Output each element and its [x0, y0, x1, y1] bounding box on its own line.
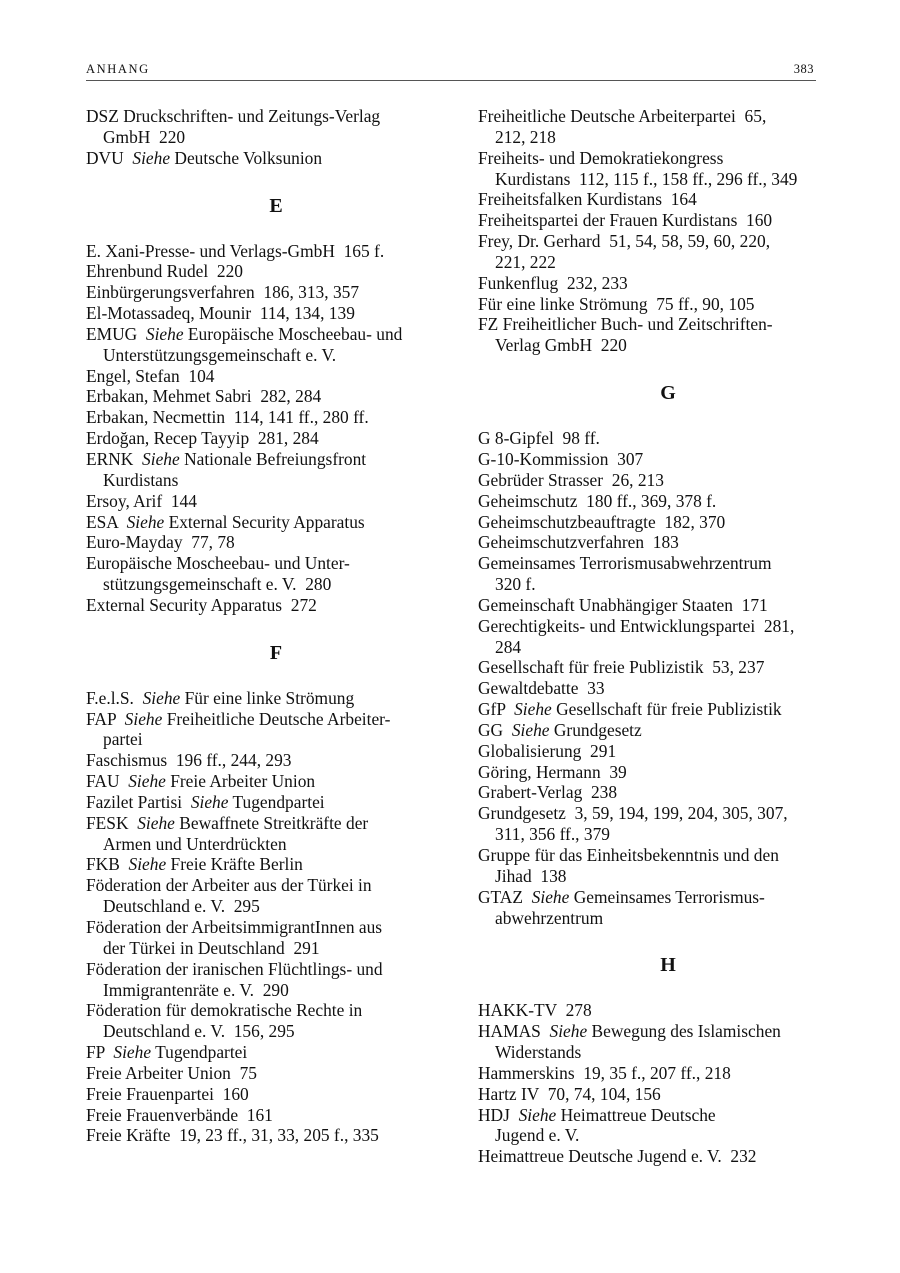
entry-term: Fazilet Partisi	[86, 791, 191, 812]
see-reference-target: External Security Apparatus	[164, 511, 365, 532]
entry-continuation: Kurdistans 112, 115 f., 158 ff., 296 ff., 349	[495, 168, 798, 189]
entry-term: Erdoğan, Recep Tayyip 281, 284	[86, 428, 319, 449]
entry-line	[86, 324, 466, 345]
entry-term: Erbakan, Mehmet Sabri 282, 284	[86, 386, 322, 407]
entry-continuation: stützungsgemeinschaft e. V. 280	[103, 574, 332, 595]
entry-term: ESA	[86, 511, 127, 532]
see-reference-target: Gesellschaft für freie Publizistik	[551, 699, 782, 720]
entry-term: DSZ Druckschriften- und Zeitungs-Verlag	[86, 106, 381, 126]
entry-line	[86, 595, 466, 616]
see-reference-label: Siehe	[132, 147, 171, 168]
entry-continuation: abwehrzentrum	[495, 907, 604, 928]
index-entry	[478, 845, 858, 887]
entry-line	[478, 720, 858, 741]
entry-term: Hartz IV 70, 74, 104, 156	[478, 1083, 661, 1104]
entry-term: Geheimschutzverfahren 183	[478, 532, 679, 553]
entry-term: GfP	[478, 699, 515, 720]
index-entry	[478, 1000, 858, 1021]
index-entry	[478, 532, 858, 553]
entry-line	[478, 189, 858, 210]
entry-term: HDJ	[478, 1104, 519, 1125]
entry-line	[86, 959, 466, 980]
entry-line	[478, 803, 858, 824]
entry-line	[478, 1146, 858, 1167]
index-entry	[478, 887, 858, 929]
entry-term: HAMAS	[478, 1021, 550, 1042]
entry-term: EMUG	[86, 323, 146, 344]
entry-term: Föderation für demokratische Rechte in	[86, 1000, 363, 1021]
entry-term: E. Xani-Presse- und Verlags-GmbH 165 f.	[86, 240, 385, 261]
entry-term: Freiheitliche Deutsche Arbeiterpartei 65,	[478, 106, 767, 126]
entry-line	[86, 771, 466, 792]
entry-line	[86, 1042, 466, 1063]
index-entry	[86, 1063, 466, 1084]
see-reference-target: Deutsche Volksunion	[170, 147, 323, 168]
index-entry	[86, 553, 466, 595]
index-entry	[478, 616, 858, 658]
entry-line	[86, 512, 466, 533]
entry-term: F.e.l.S.	[86, 687, 143, 708]
entry-line	[478, 273, 858, 294]
entry-line	[478, 595, 858, 616]
entry-line	[478, 470, 858, 491]
entry-term: G 8-Gipfel 98 ff.	[478, 428, 600, 449]
entry-term: Funkenflug 232, 233	[478, 272, 628, 293]
see-reference-label: Siehe	[137, 812, 175, 833]
entry-line	[478, 762, 858, 783]
entry-term: Globalisierung 291	[478, 740, 617, 761]
index-entry	[86, 303, 466, 324]
see-reference-label: Siehe	[126, 511, 165, 532]
entry-line	[86, 792, 466, 813]
see-reference-label: Siehe	[190, 791, 229, 812]
index-entry	[478, 1021, 858, 1063]
entry-term: Föderation der iranischen Flüchtlings- und	[86, 958, 383, 979]
see-reference-target: Gemeinsames Terrorismus-	[569, 886, 765, 907]
entry-line	[86, 1105, 466, 1126]
running-header-section: ANHANG	[86, 62, 150, 76]
entry-term: El-Motassadeq, Mounir 114, 134, 139	[86, 303, 355, 324]
see-reference-target: Für eine linke Strömung	[180, 687, 355, 708]
entry-term: Grundgesetz 3, 59, 194, 199, 204, 305, 307,	[478, 803, 788, 824]
entry-line	[86, 366, 466, 387]
see-reference-label: Siehe	[128, 771, 166, 792]
entry-term: Föderation der ArbeitsimmigrantInnen aus	[86, 917, 383, 937]
see-reference-label: Siehe	[124, 708, 163, 729]
index-column-left	[86, 106, 466, 1146]
see-reference-label: Siehe	[531, 886, 570, 907]
index-entry	[86, 407, 466, 428]
entry-continuation: Jugend e. V.	[495, 1125, 580, 1146]
entry-continuation: Kurdistans	[103, 469, 179, 490]
index-entry	[478, 1146, 858, 1167]
entry-line	[86, 303, 466, 324]
entry-term: Frey, Dr. Gerhard 51, 54, 58, 59, 60, 220,	[478, 231, 771, 252]
see-reference-target: Heimattreue Deutsche	[556, 1104, 716, 1125]
entry-term: FAP	[86, 708, 125, 729]
entry-line	[86, 148, 466, 169]
entry-line	[478, 210, 858, 231]
entry-term: HAKK-TV 278	[478, 1000, 592, 1021]
entry-line	[478, 449, 858, 470]
index-entry	[478, 210, 858, 231]
entry-term: Freiheitspartei der Frauen Kurdistans 160	[478, 210, 773, 231]
index-entry	[478, 720, 858, 741]
index-entry	[86, 813, 466, 855]
entry-term: Gemeinsames Terrorismusabwehrzentrum	[478, 553, 772, 574]
entry-line	[478, 491, 858, 512]
see-reference-label: Siehe	[128, 854, 167, 875]
entry-line	[478, 1000, 858, 1021]
entry-line	[86, 491, 466, 512]
index-entry	[86, 771, 466, 792]
entry-term: Freie Kräfte 19, 23 ff., 31, 33, 205 f., 335	[86, 1125, 379, 1146]
index-entry	[86, 875, 466, 917]
entry-continuation: Jihad 138	[495, 865, 567, 886]
see-reference-label: Siehe	[518, 1104, 557, 1125]
index-entry	[478, 148, 858, 190]
page-number: 383	[793, 62, 814, 76]
entry-term: Gebrüder Strasser 26, 213	[478, 469, 664, 490]
see-reference-label: Siehe	[511, 719, 550, 740]
entry-term: Euro-Mayday 77, 78	[86, 532, 235, 553]
index-entry	[478, 762, 858, 783]
entry-continuation: Immigrantenräte e. V. 290	[103, 979, 289, 1000]
entry-term: External Security Apparatus 272	[86, 594, 317, 615]
entry-line	[86, 241, 466, 262]
entry-line	[86, 428, 466, 449]
index-entry	[86, 386, 466, 407]
index-entry	[86, 449, 466, 491]
index-entry	[86, 366, 466, 387]
see-reference-label: Siehe	[142, 687, 181, 708]
index-entry	[86, 595, 466, 616]
index-entry	[86, 1105, 466, 1126]
index-entry	[86, 261, 466, 282]
entry-line	[86, 386, 466, 407]
entry-continuation: Unterstützungsgemeinschaft e. V.	[103, 344, 337, 365]
entry-line	[478, 699, 858, 720]
entry-line	[478, 428, 858, 449]
entry-line	[478, 106, 858, 127]
entry-term: Hammerskins 19, 35 f., 207 ff., 218	[478, 1062, 731, 1083]
entry-line	[86, 1063, 466, 1084]
entry-term: Gerechtigkeits- und Entwicklungspartei 281,	[478, 615, 795, 636]
entry-line	[86, 709, 466, 730]
index-entry	[86, 709, 466, 751]
entry-term: Ehrenbund Rudel 220	[86, 261, 243, 282]
index-entry	[86, 1125, 466, 1146]
entry-term: Gemeinschaft Unabhängiger Staaten 171	[478, 594, 768, 615]
entry-term: Freie Frauenverbände 161	[86, 1104, 273, 1125]
entry-term: GTAZ	[478, 886, 532, 907]
see-reference-label: Siehe	[514, 699, 552, 720]
index-entry	[478, 741, 858, 762]
entry-line	[86, 553, 466, 574]
index-entry	[478, 782, 858, 803]
entry-continuation: 212, 218	[495, 126, 556, 147]
entry-term: Geheimschutzbeauftragte 182, 370	[478, 511, 726, 532]
header-rule	[86, 80, 816, 81]
index-entry	[86, 512, 466, 533]
see-reference-target: Grundgesetz	[549, 719, 642, 740]
entry-term: GG	[478, 719, 512, 740]
see-reference-target: Freiheitliche Deutsche Arbeiter-	[162, 708, 391, 729]
see-reference-target: Tugendpartei	[151, 1042, 248, 1063]
index-entry	[86, 1084, 466, 1105]
entry-line	[86, 261, 466, 282]
index-entry	[478, 1063, 858, 1084]
entry-line	[86, 1000, 466, 1021]
entry-continuation: 320 f.	[495, 574, 536, 595]
entry-term: FAU	[86, 771, 129, 792]
index-entry	[478, 294, 858, 315]
entry-term: G-10-Kommission 307	[478, 448, 644, 469]
entry-continuation: Widerstands	[495, 1042, 582, 1063]
index-entry	[86, 491, 466, 512]
index-entry	[86, 428, 466, 449]
entry-line	[478, 1063, 858, 1084]
entry-line	[86, 854, 466, 875]
entry-continuation: Verlag GmbH 220	[495, 335, 627, 356]
see-reference-target: Freie Arbeiter Union	[165, 771, 316, 792]
entry-term: Göring, Hermann 39	[478, 761, 627, 782]
entry-term: Für eine linke Strömung 75 ff., 90, 105	[478, 293, 755, 314]
entry-line	[478, 553, 858, 574]
see-reference-label: Siehe	[113, 1042, 152, 1063]
entry-term: Freie Arbeiter Union 75	[86, 1062, 257, 1083]
index-entry	[478, 470, 858, 491]
index-entry	[478, 595, 858, 616]
entry-line	[86, 407, 466, 428]
entry-continuation: der Türkei in Deutschland 291	[103, 937, 320, 958]
entry-continuation: 311, 356 ff., 379	[495, 824, 610, 845]
entry-line	[86, 917, 466, 938]
entry-term: Ersoy, Arif 144	[86, 490, 197, 511]
index-entry	[478, 106, 858, 148]
index-entry	[478, 699, 858, 720]
index-column-right	[478, 106, 858, 1167]
entry-line	[86, 750, 466, 771]
entry-line	[478, 294, 858, 315]
entry-line	[478, 314, 858, 335]
entry-continuation: Armen und Unterdrückten	[103, 833, 287, 854]
entry-continuation: Deutschland e. V. 295	[103, 896, 260, 917]
index-entry	[86, 106, 466, 148]
index-entry	[478, 678, 858, 699]
see-reference-target: Nationale Befreiungsfront	[179, 448, 367, 469]
index-entry	[478, 231, 858, 273]
section-letter: G	[660, 382, 676, 405]
entry-term: Freie Frauenpartei 160	[86, 1083, 249, 1104]
entry-continuation: 221, 222	[495, 251, 556, 272]
see-reference-target: Bewegung des Islamischen	[587, 1021, 781, 1042]
entry-term: Gesellschaft für freie Publizistik 53, 237	[478, 657, 765, 678]
index-entry	[478, 314, 858, 356]
entry-term: Engel, Stefan 104	[86, 365, 215, 386]
entry-term: Heimattreue Deutsche Jugend e. V. 232	[478, 1146, 757, 1167]
index-entry	[86, 324, 466, 366]
index-entry	[86, 282, 466, 303]
entry-line	[86, 1084, 466, 1105]
entry-term: Föderation der Arbeiter aus der Türkei in	[86, 875, 372, 896]
entry-line	[478, 1105, 858, 1126]
index-entry	[86, 917, 466, 959]
entry-term: Geheimschutz 180 ff., 369, 378 f.	[478, 490, 717, 511]
entry-line	[86, 1125, 466, 1146]
entry-term: Grabert-Verlag 238	[478, 782, 618, 803]
index-entry	[478, 428, 858, 449]
see-reference-label: Siehe	[549, 1021, 588, 1042]
section-letter: E	[269, 194, 283, 217]
entry-line	[86, 875, 466, 896]
see-reference-target: Europäische Moscheebau- und	[183, 323, 403, 344]
index-entry	[86, 792, 466, 813]
see-reference-target: Bewaffnete Streitkräfte der	[174, 812, 369, 833]
entry-line	[478, 678, 858, 699]
entry-line	[478, 1084, 858, 1105]
entry-continuation: partei	[103, 729, 143, 750]
index-entry	[86, 241, 466, 262]
entry-line	[478, 532, 858, 553]
entry-term: FP	[86, 1042, 114, 1063]
entry-term: Gruppe für das Einheitsbekenntnis und den	[478, 845, 779, 865]
entry-continuation: Deutschland e. V. 156, 295	[103, 1021, 295, 1042]
see-reference-target: Freie Kräfte Berlin	[166, 854, 303, 875]
entry-continuation: GmbH 220	[103, 126, 186, 147]
entry-line	[478, 148, 858, 169]
entry-term: Einbürgerungsverfahren 186, 313, 357	[86, 282, 360, 303]
entry-term: FKB	[86, 854, 129, 875]
entry-line	[86, 106, 466, 127]
entry-term: Gewaltdebatte 33	[478, 678, 605, 699]
index-entry	[86, 688, 466, 709]
entry-line	[478, 887, 858, 908]
index-entry	[86, 1000, 466, 1042]
entry-line	[478, 231, 858, 252]
entry-line	[86, 813, 466, 834]
section-letter: F	[269, 641, 283, 664]
index-entry	[86, 959, 466, 1001]
entry-term: Freiheitsfalken Kurdistans 164	[478, 189, 697, 210]
entry-term: Europäische Moscheebau- und Unter-	[86, 553, 350, 574]
entry-line	[478, 1021, 858, 1042]
index-entry	[478, 553, 858, 595]
index-entry	[86, 532, 466, 553]
index-entry	[478, 449, 858, 470]
entry-line	[86, 532, 466, 553]
entry-term: Freiheits- und Demokratiekongress	[478, 147, 724, 168]
index-entry	[86, 1042, 466, 1063]
index-entry	[478, 491, 858, 512]
entry-term: Faschismus 196 ff., 244, 293	[86, 750, 292, 771]
index-entry	[478, 803, 858, 845]
entry-line	[478, 845, 858, 866]
see-reference-label: Siehe	[142, 448, 180, 469]
index-entry	[478, 1084, 858, 1105]
entry-line	[478, 657, 858, 678]
index-entry	[478, 273, 858, 294]
index-entry	[478, 657, 858, 678]
entry-line	[478, 741, 858, 762]
entry-line	[478, 512, 858, 533]
index-entry	[86, 148, 466, 169]
see-reference-target: Tugendpartei	[228, 791, 325, 812]
entry-continuation: 284	[495, 636, 522, 657]
index-entry	[86, 750, 466, 771]
entry-line	[86, 282, 466, 303]
entry-term: Erbakan, Necmettin 114, 141 ff., 280 ff.	[86, 407, 369, 428]
entry-line	[86, 449, 466, 470]
section-letter: H	[660, 954, 676, 977]
index-entry	[478, 512, 858, 533]
see-reference-label: Siehe	[145, 323, 184, 344]
index-entry	[478, 1105, 858, 1147]
entry-term: FZ Freiheitlicher Buch- und Zeitschriften-	[478, 314, 773, 335]
index-entry	[478, 189, 858, 210]
entry-line	[86, 688, 466, 709]
index-entry	[86, 854, 466, 875]
entry-term: ERNK	[86, 448, 143, 469]
entry-term: FESK	[86, 812, 138, 833]
entry-line	[478, 782, 858, 803]
entry-line	[478, 616, 858, 637]
entry-term: DVU	[86, 147, 133, 168]
